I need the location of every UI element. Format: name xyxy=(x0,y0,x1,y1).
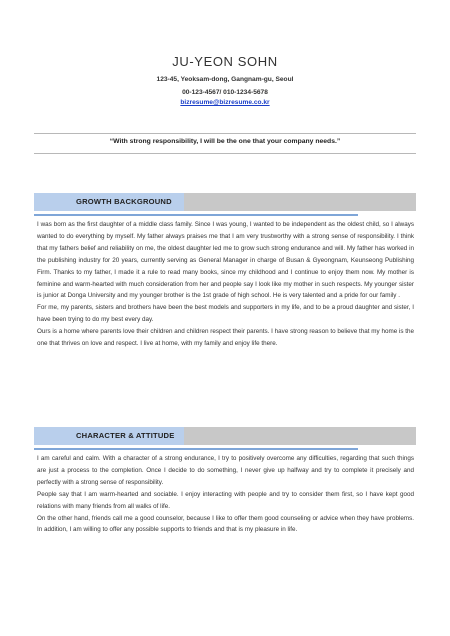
paragraph: I was born as the first daughter of a middle class family. Since I was young, I wanted to be independent as the oldest child, so I always wanted to do everything by myself. My father always praises me that I am very trustworthy with a strong sense of responsibility. I think that my fathers belief and reliability on me, the oldest daughter led me to grow such strong endurance and will. My father has worked in the publishing industry for 20 years, currently serving as General Manager in charge of Busan & Gyeongnam, Keunseong Publishing Firm. Thanks to my father, I made it a rule to read many books, since my childhood and I continue to enjoy them now. My mother is feminine and warm-hearted with much consideration from her and people say I look like my mother in such respects. My younger sister is junior at Donga University and my younger brother is the 1st grade of high school. He is very talented and a pride for our family . xyxy=(37,221,414,300)
phone-numbers: 00-123-4567/ 010-1234-5678 xyxy=(182,89,268,96)
section-rule xyxy=(34,214,358,216)
email-link[interactable]: bizresume@bizresume.co.kr xyxy=(180,99,270,106)
section-header-growth xyxy=(34,193,416,211)
paragraph: For me, my parents, sisters and brothers have been the best models and supporters in my life, and to be a proud daughter and sister, I have been trying to do my best every day. xyxy=(37,304,414,324)
paragraph: Ours is a home where parents love their children and children respect their parents. I have strong reason to believe that my home is the one that thrives on love and respect. I live at home, with my family and enjoy life there. xyxy=(37,328,414,348)
section-bar-fill xyxy=(184,427,416,445)
section-title: CHARACTER & ATTITUDE xyxy=(76,431,175,440)
motto-text: “With strong responsibility, I will be the one that your company needs.” xyxy=(109,138,341,145)
section-rule xyxy=(34,448,358,450)
applicant-name: JU-YEON SOHN xyxy=(172,54,278,69)
character-attitude-text xyxy=(37,453,414,536)
paragraph: People say that I am warm-hearted and sociable. I enjoy interacting with people and try to consider them first, so I have kept good relations with many friends from all walks of life. xyxy=(37,490,414,510)
section-header-character xyxy=(34,427,416,445)
section-title: GROWTH BACKGROUND xyxy=(76,197,172,206)
paragraph: On the other hand, friends call me a good counselor, because I like to offer them good counseling or advice when they have problems. In addition, I am willing to offer any possible supports to friends and that is my pleasure in life. xyxy=(37,514,414,534)
address: 123-45, Yeoksam-dong, Gangnam-gu, Seoul xyxy=(156,76,294,83)
section-bar-fill xyxy=(184,193,416,211)
paragraph: I am careful and calm. With a character of a strong endurance, I try to positively overcome any difficulties, regarding that such things are just a process to the completion. Once I decide to do something, I never give up halfway and try to complete it precisely and perfectly with a strong sense of responsibility. xyxy=(37,455,414,486)
growth-background-text xyxy=(37,219,414,350)
